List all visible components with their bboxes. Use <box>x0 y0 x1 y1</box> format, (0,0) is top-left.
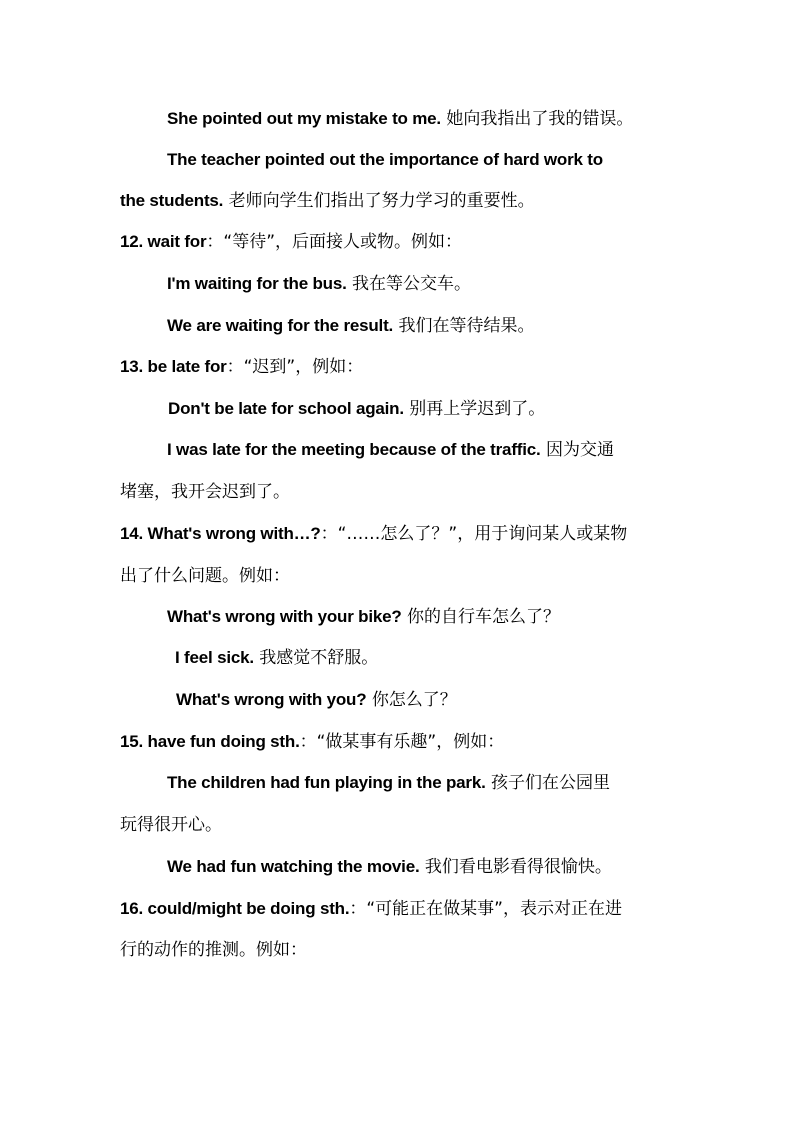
example-sentence <box>167 311 534 341</box>
example-sentence <box>167 768 610 798</box>
chinese-translation: 孩子们在公园里 <box>491 773 611 793</box>
example-sentence <box>167 145 603 175</box>
example-sentence-continuation <box>120 477 290 507</box>
chinese-translation: 我们看电影看得很愉快。 <box>424 857 612 877</box>
chinese-translation: 我感觉不舒服。 <box>259 648 379 668</box>
english-text: What's wrong with you? <box>176 690 367 709</box>
chinese-translation: 你的自行车怎么了？ <box>406 607 560 627</box>
example-sentence <box>168 394 545 424</box>
example-sentence <box>167 852 612 882</box>
english-text: What's wrong with your bike? <box>167 607 402 626</box>
phrase-heading <box>120 894 622 924</box>
chinese-translation: 老师向学生们指出了努力学习的重要性。 <box>228 191 535 211</box>
phrase-explanation-continuation <box>120 561 290 591</box>
phrase-explanation-continuation <box>120 935 307 965</box>
phrase-text: 13. be late for <box>120 357 227 376</box>
chinese-translation: 别再上学迟到了。 <box>409 399 546 419</box>
phrase-explanation: ：“迟到”，例如： <box>226 357 364 377</box>
phrase-explanation: 行的动作的推测。例如： <box>120 940 307 960</box>
example-sentence <box>167 435 614 465</box>
phrase-explanation: 出了什么问题。例如： <box>120 566 290 586</box>
english-text: I'm waiting for the bus. <box>167 274 347 293</box>
chinese-translation: 因为交通 <box>545 440 614 460</box>
phrase-explanation: ：“……怎么了？”，用于询问某人或某物 <box>320 524 628 544</box>
example-sentence <box>176 685 457 715</box>
phrase-text: 15. have fun doing sth. <box>120 732 300 751</box>
chinese-translation: 我们在等待结果。 <box>398 316 535 336</box>
english-text: She pointed out my mistake to me. <box>167 109 441 128</box>
phrase-explanation: ：“做某事有乐趣”，例如： <box>299 732 505 752</box>
english-text: We had fun watching the movie. <box>167 857 420 876</box>
phrase-heading <box>120 227 462 257</box>
example-sentence <box>175 643 378 673</box>
english-text: We are waiting for the result. <box>167 316 394 335</box>
example-sentence <box>167 602 560 632</box>
phrase-explanation: ：“可能正在做某事”，表示对正在进 <box>349 899 622 919</box>
english-text: I was late for the meeting because of the traffic. <box>167 440 541 459</box>
chinese-translation: 玩得很开心。 <box>120 815 222 835</box>
phrase-text: 12. wait for <box>120 232 207 251</box>
phrase-text: 16. could/might be doing sth. <box>120 899 350 918</box>
example-sentence-continuation <box>120 186 535 216</box>
example-sentence <box>167 104 633 134</box>
english-text: Don't be late for school again. <box>168 399 404 418</box>
english-text: The teacher pointed out the importance of hard work to <box>167 150 603 169</box>
chinese-translation: 我在等公交车。 <box>352 274 472 294</box>
example-sentence <box>167 269 471 299</box>
phrase-text: 14. What's wrong with…? <box>120 524 321 543</box>
chinese-translation: 她向我指出了我的错误。 <box>446 109 634 129</box>
english-text: the students. <box>120 191 224 210</box>
phrase-heading <box>120 352 363 382</box>
example-sentence-continuation <box>120 810 222 840</box>
phrase-heading <box>120 727 504 757</box>
chinese-translation: 你怎么了？ <box>371 690 457 710</box>
english-text: The children had fun playing in the park. <box>167 773 486 792</box>
chinese-translation: 堵塞，我开会迟到了。 <box>120 482 290 502</box>
phrase-explanation: ：“等待”，后面接人或物。例如： <box>206 232 463 252</box>
english-text: I feel sick. <box>175 648 254 667</box>
phrase-heading <box>120 519 627 549</box>
